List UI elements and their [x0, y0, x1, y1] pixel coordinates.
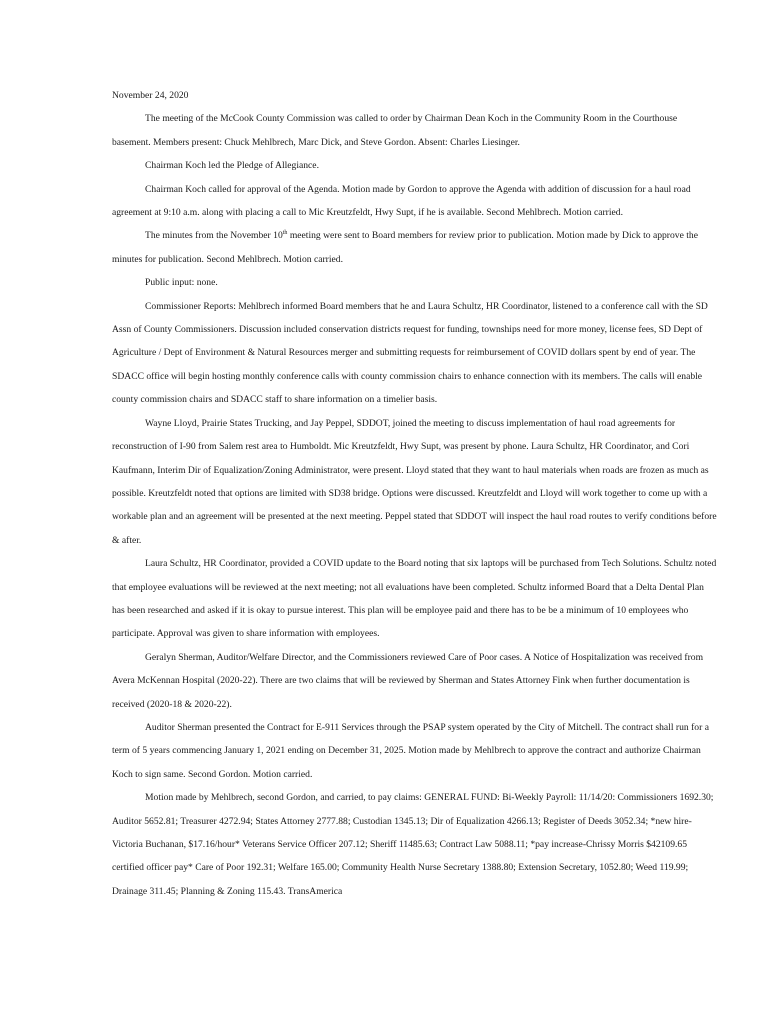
- ordinal-suffix: th: [282, 230, 288, 237]
- paragraph-commissioner-reports: Commissioner Reports: Mehlbrech informed Board members that he and Laura Schultz, HR Coordinator, listened to a conference call with the SD Assn of County Commissioners. Discussion included conservation districts request for funding, townships need for more money, license fees, SD Dept of Agriculture / Dept of Environment & Natural Resources merger and submitting requests for reimbursement of COVID dollars spent by end of year. The SDACC office will begin hosting monthly conference calls with county commission chairs to enhance connection with its members. The calls will enable county commission chairs and SDACC staff to share information on a timelier basis.: [112, 300, 708, 406]
- paragraph-haul-road: Wayne Lloyd, Prairie States Trucking, and Jay Peppel, SDDOT, joined the meeting to discuss implementation of haul road agreements for reconstruction of I-90 from Salem rest area to Humboldt. Mic Kreutzfeldt, Hwy Supt, was present by phone. Laura Schultz, HR Coordinator, and Cori Kaufmann, Interim Dir of Equalization/Zoning Administrator, were present. Lloyd stated that they want to haul materials when roads are frozen as much as possible. Kreutzfeldt noted that options are limited with SD38 bridge. Options were discussed. Kreutzfeldt and Lloyd will work together to come up with a workable plan and an agreement will be presented at the next meeting. Peppel stated that SDDOT will inspect the haul road routes to verify conditions before & after.: [112, 417, 717, 546]
- minutes-text-start: The minutes from the November 10: [145, 230, 283, 242]
- paragraph-claims: Motion made by Mehlbrech, second Gordon, and carried, to pay claims: GENERAL FUND: Bi-Weekly Payroll: 11/14/20: Commissioners 1692.30; Auditor 5652.81; Treasurer 4272.94; States Attorney 2777.88; Custodian 1345.13; Dir of Equalization 4266.13; Register of Deeds 3052.34; *new hire-Victoria Buchanan, $17.16/hour* Veterans Service Officer 207.12; Sheriff 11485.63; Contract Law 5088.11; *pay increase-Chrissy Morris $42109.65 certified officer pay* Care of Poor 192.31; Welfare 165.00; Community Health Nurse Secretary 1388.80; Extension Secretary, 1052.80; Weed 119.99; Drainage 311.45; Planning & Zoning 115.43. TransAmerica: [112, 792, 714, 897]
- paragraph-hr-update: Laura Schultz, HR Coordinator, provided a COVID update to the Board noting that six laptops will be purchased from Tech Solutions. Schultz noted that employee evaluations will be reviewed at the next meeting; not all evaluations have been completed. Schultz informed Board that a Delta Dental Plan has been researched and asked if it is okay to pursue interest. This plan will be employee paid and there has to be be a minimum of 10 employees who participate. Approval was given to share information with employees.: [112, 558, 717, 640]
- paragraph-agenda: Chairman Koch called for approval of the Agenda. Motion made by Gordon to approve the Agenda with addition of discussion for a haul road agreement at 9:10 a.m. along with placing a call to Mic Kreutzfeldt, Hwy Supt, if he is available. Second Mehlbrech. Motion carried.: [112, 183, 691, 219]
- paragraph-public-input: Public input: none.: [145, 277, 218, 289]
- minutes-body: [112, 84, 718, 903]
- paragraph-minutes: [112, 224, 718, 271]
- paragraph-pledge: Chairman Koch led the Pledge of Allegiance.: [145, 160, 319, 172]
- minutes-text-end: meeting were sent to Board members for review prior to publication. Motion made by Dick to approve the minutes for publication. Second Mehlbrech. Motion carried.: [112, 230, 698, 265]
- meeting-date: November 24, 2020: [112, 90, 189, 101]
- paragraph-call-to-order: The meeting of the McCook County Commission was called to order by Chairman Dean Koch in the Community Room in the Courthouse basement. Members present: Chuck Mehlbrech, Marc Dick, and Steve Gordon. Absent: Charles Liesinger.: [112, 113, 678, 148]
- paragraph-e911-contract: Auditor Sherman presented the Contract for E-911 Services through the PSAP system operated by the City of Mitchell. The contract shall run for a term of 5 years commencing January 1, 2021 ending on December 31, 2025. Motion made by Mehlbrech to approve the contract and authorize Chairman Koch to sign same. Second Gordon. Motion carried.: [112, 721, 709, 780]
- paragraph-care-of-poor: Geralyn Sherman, Auditor/Welfare Director, and the Commissioners reviewed Care of Poor cases. A Notice of Hospitalization was received from Avera McKennan Hospital (2020-22). There are two claims that will be reviewed by Sherman and States Attorney Fink when further documentation is received (2020-18 & 2020-22).: [112, 651, 704, 710]
